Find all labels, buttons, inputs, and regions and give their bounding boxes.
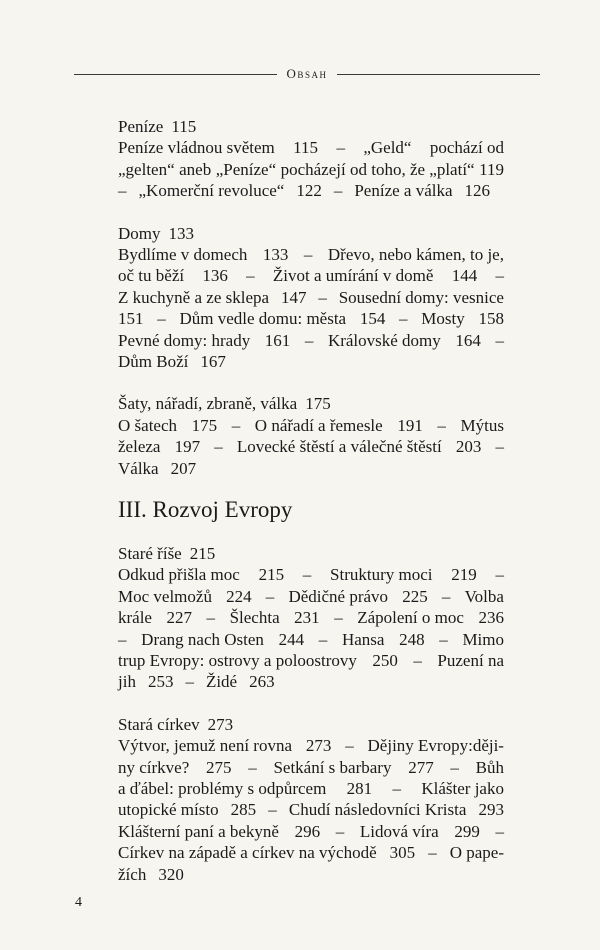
entry-text: „Komerční revoluce“ <box>138 181 285 201</box>
toc-section-heading <box>118 543 504 564</box>
page-ref: 215 <box>189 544 216 563</box>
separator-dash: – <box>336 138 345 158</box>
toc-line <box>118 287 504 308</box>
entry-text: Odkud přišla moc <box>118 565 240 585</box>
separator-dash: – <box>437 415 446 435</box>
toc-line <box>118 799 504 820</box>
separator-dash: – <box>304 330 314 350</box>
toc-line <box>118 244 504 265</box>
page-ref: 277 <box>408 757 434 777</box>
entry-text: Domy <box>118 223 161 243</box>
page-number: 4 <box>75 895 82 910</box>
toc-part2 <box>118 116 504 479</box>
page-ref: 203 <box>455 437 482 457</box>
toc-section <box>118 223 504 373</box>
toc-line <box>118 564 504 585</box>
entry-text: Zápolení o moc <box>357 608 464 628</box>
entry-text: Židé <box>205 672 238 692</box>
entry-text: Šlechta <box>229 608 280 628</box>
toc-line <box>118 265 504 286</box>
entry-text: oč tu běží <box>118 266 185 286</box>
page-ref: 175 <box>305 394 331 414</box>
page-ref: 161 <box>264 330 291 350</box>
entry-text: pocházejí od toho, že „platí“ <box>280 159 475 179</box>
toc-line <box>118 137 504 158</box>
separator-dash: – <box>495 437 504 457</box>
entry-text: žích <box>118 864 147 884</box>
entry-text: utopické místo <box>118 800 219 820</box>
page-ref: 167 <box>200 352 226 372</box>
separator-dash: – <box>318 287 327 307</box>
entry-text: Dům vedle domu: města <box>179 309 347 329</box>
entry-text: „Peníze“ <box>215 159 277 179</box>
page-ref: 250 <box>372 651 398 671</box>
page-ref: 248 <box>399 629 425 649</box>
entry-text: Dům Boží <box>118 352 189 372</box>
entry-text: Válka <box>118 458 159 478</box>
separator-dash: – <box>206 608 216 628</box>
separator-dash: – <box>441 586 451 606</box>
page-ref: 197 <box>174 437 201 457</box>
header-title: Obsah <box>286 66 328 81</box>
separator-dash: – <box>248 757 257 777</box>
separator-dash: – <box>303 245 313 265</box>
page-ref: 136 <box>202 266 228 286</box>
entry-text: Život a umírání v domě <box>272 266 434 286</box>
separator-dash: – <box>345 736 354 756</box>
toc-line <box>118 180 504 201</box>
separator-dash: – <box>268 800 277 820</box>
separator-dash: – <box>318 629 328 649</box>
page-ref: 154 <box>359 309 386 329</box>
entry-text: Klášter jako <box>421 779 504 799</box>
toc-line <box>118 864 504 885</box>
running-header <box>74 64 540 84</box>
toc-line <box>118 757 504 778</box>
entry-text: Mosty <box>421 309 465 329</box>
separator-dash: – <box>450 757 459 777</box>
toc-section <box>118 714 504 885</box>
toc-line <box>118 650 504 671</box>
page-ref: 147 <box>280 287 307 307</box>
entry-text: Pevné domy: hrady <box>118 330 251 350</box>
entry-text: „gelten“ <box>118 159 175 179</box>
entry-text: Z kuchyně a ze sklepa <box>118 287 270 307</box>
page-ref: 115 <box>293 138 319 158</box>
toc-line <box>118 842 504 863</box>
page-ref: 191 <box>397 415 423 435</box>
page-ref: 231 <box>294 608 320 628</box>
separator-dash: – <box>333 181 343 201</box>
page-ref: 299 <box>454 821 480 841</box>
entry-text: Peníze vládnou světem <box>118 138 275 158</box>
page-ref: 273 <box>207 714 234 734</box>
toc-part3 <box>118 543 504 885</box>
entry-text: Sousední domy: vesnice <box>338 287 504 307</box>
header-rule-right <box>337 74 540 75</box>
entry-text: Moc velmožů <box>118 586 212 606</box>
separator-dash: – <box>157 309 166 329</box>
page-ref: 275 <box>206 757 232 777</box>
separator-dash: – <box>265 586 275 606</box>
page-ref: 133 <box>262 245 289 265</box>
page-ref: 273 <box>305 736 332 756</box>
entry-text: Dřevo, nebo kámen, to je, <box>327 245 504 265</box>
page-ref: 305 <box>389 843 416 863</box>
page-ref: 119 <box>479 159 504 179</box>
toc-line <box>118 778 504 799</box>
separator-dash: – <box>302 565 312 585</box>
separator-dash: – <box>428 843 437 863</box>
toc-line <box>118 351 504 372</box>
toc-line <box>118 735 504 756</box>
page-ref: 244 <box>278 629 305 649</box>
page-ref: 122 <box>296 181 322 201</box>
toc-line <box>118 436 504 457</box>
page-ref: 207 <box>170 458 197 478</box>
entry-text: Stará církev <box>118 714 200 734</box>
page-ref: 253 <box>147 672 174 692</box>
toc-line <box>118 308 504 329</box>
separator-dash: – <box>335 821 345 841</box>
entry-text: železa <box>118 437 161 457</box>
entry-text: Lidová víra <box>359 821 439 841</box>
entry-text: jih <box>118 672 136 692</box>
separator-dash: – <box>334 608 343 628</box>
entry-text: Výtvor, jemuž není rovna <box>118 736 292 756</box>
page-ref: 115 <box>171 117 197 136</box>
entry-text: Puzení na <box>437 651 504 671</box>
entry-text: ny církve? <box>118 757 190 777</box>
page-ref: 296 <box>294 821 321 841</box>
page-ref: 320 <box>158 864 184 884</box>
separator-dash: – <box>246 266 255 286</box>
entry-text: trup Evropy: ostrovy a poloostrovy <box>118 651 357 671</box>
part-title: III. Rozvoj Evropy <box>118 497 293 522</box>
toc-line <box>118 415 504 436</box>
page-ref: 164 <box>455 330 481 350</box>
toc-section-heading <box>118 393 504 414</box>
page-ref: 293 <box>478 800 504 820</box>
entry-text: O šatech <box>118 415 178 435</box>
toc-section <box>118 543 504 693</box>
entry-text: Peníze <box>118 117 164 136</box>
separator-dash: – <box>399 309 408 329</box>
page-ref: 144 <box>451 266 478 286</box>
page-ref: 175 <box>191 415 218 435</box>
page-ref: 215 <box>258 565 285 585</box>
separator-dash: – <box>392 779 402 799</box>
toc-section <box>118 116 504 202</box>
page-ref: 285 <box>230 800 257 820</box>
entry-text: Dědičné právo <box>288 586 389 606</box>
page-ref: 158 <box>478 309 504 329</box>
page-ref: 227 <box>166 608 193 628</box>
entry-text: Bůh <box>475 757 504 777</box>
toc-section-heading <box>118 714 504 735</box>
page-ref: 263 <box>249 672 275 692</box>
entry-text: Mýtus <box>460 415 504 435</box>
toc-line <box>118 821 504 842</box>
separator-dash: – <box>231 415 241 435</box>
entry-text: Hansa <box>341 629 385 649</box>
separator-dash: – <box>495 330 504 350</box>
separator-dash: – <box>118 629 127 649</box>
entry-text: Lovecké štěstí a válečné štěstí <box>236 437 442 457</box>
toc-line <box>118 671 504 692</box>
toc-line <box>118 458 504 479</box>
separator-dash: – <box>413 651 422 671</box>
toc-section-heading <box>118 116 504 137</box>
header-rule-left <box>74 74 277 75</box>
separator-dash: – <box>495 821 504 841</box>
entry-text: pochází od <box>429 138 504 158</box>
entry-text: O nářadí a řemesle <box>254 415 383 435</box>
page-ref: 225 <box>402 586 428 606</box>
entry-text: Královské domy <box>327 330 441 350</box>
page-ref: 133 <box>168 223 194 243</box>
toc-line <box>118 159 504 180</box>
toc-line <box>118 586 504 607</box>
page-ref: 281 <box>346 779 373 799</box>
separator-dash: – <box>439 629 448 649</box>
entry-text: Mimo <box>462 629 504 649</box>
entry-text: Volba <box>464 586 504 606</box>
entry-text: Chudí následovníci Krista <box>288 800 467 820</box>
toc-section <box>118 393 504 479</box>
separator-dash: – <box>495 565 504 585</box>
toc-line <box>118 330 504 351</box>
entry-text: krále <box>118 608 152 628</box>
page-ref: 151 <box>118 309 144 329</box>
toc-section-heading <box>118 223 504 244</box>
entry-text: Bydlíme v domech <box>118 245 248 265</box>
separator-dash: – <box>118 181 127 201</box>
entry-text: Šaty, nářadí, zbraně, válka <box>118 394 298 414</box>
entry-text: Drang nach Osten <box>141 629 264 649</box>
entry-text: „Geld“ <box>363 138 412 158</box>
entry-text: Klášterní paní a bekyně <box>118 821 279 841</box>
entry-text: Dějiny Evropy:ději- <box>367 736 504 756</box>
page-ref: 236 <box>478 608 504 628</box>
toc-line <box>118 607 504 628</box>
separator-dash: – <box>185 672 194 692</box>
separator-dash: – <box>214 437 223 457</box>
entry-text: Peníze a válka <box>354 181 453 201</box>
entry-text: a ďábel: problémy s odpůrcem <box>118 779 327 799</box>
entry-text: aneb <box>179 159 212 179</box>
separator-dash: – <box>495 266 504 286</box>
toc-line <box>118 629 504 650</box>
entry-text: Staré říše <box>118 544 182 563</box>
entry-text: Církev na západě a církev na východě <box>118 843 377 863</box>
page-ref: 224 <box>226 586 252 606</box>
page-ref: 126 <box>464 181 491 201</box>
entry-text: O pape- <box>449 843 504 863</box>
page-ref: 219 <box>451 565 477 585</box>
entry-text: Setkání s barbary <box>273 757 392 777</box>
entry-text: Struktury moci <box>330 565 433 585</box>
